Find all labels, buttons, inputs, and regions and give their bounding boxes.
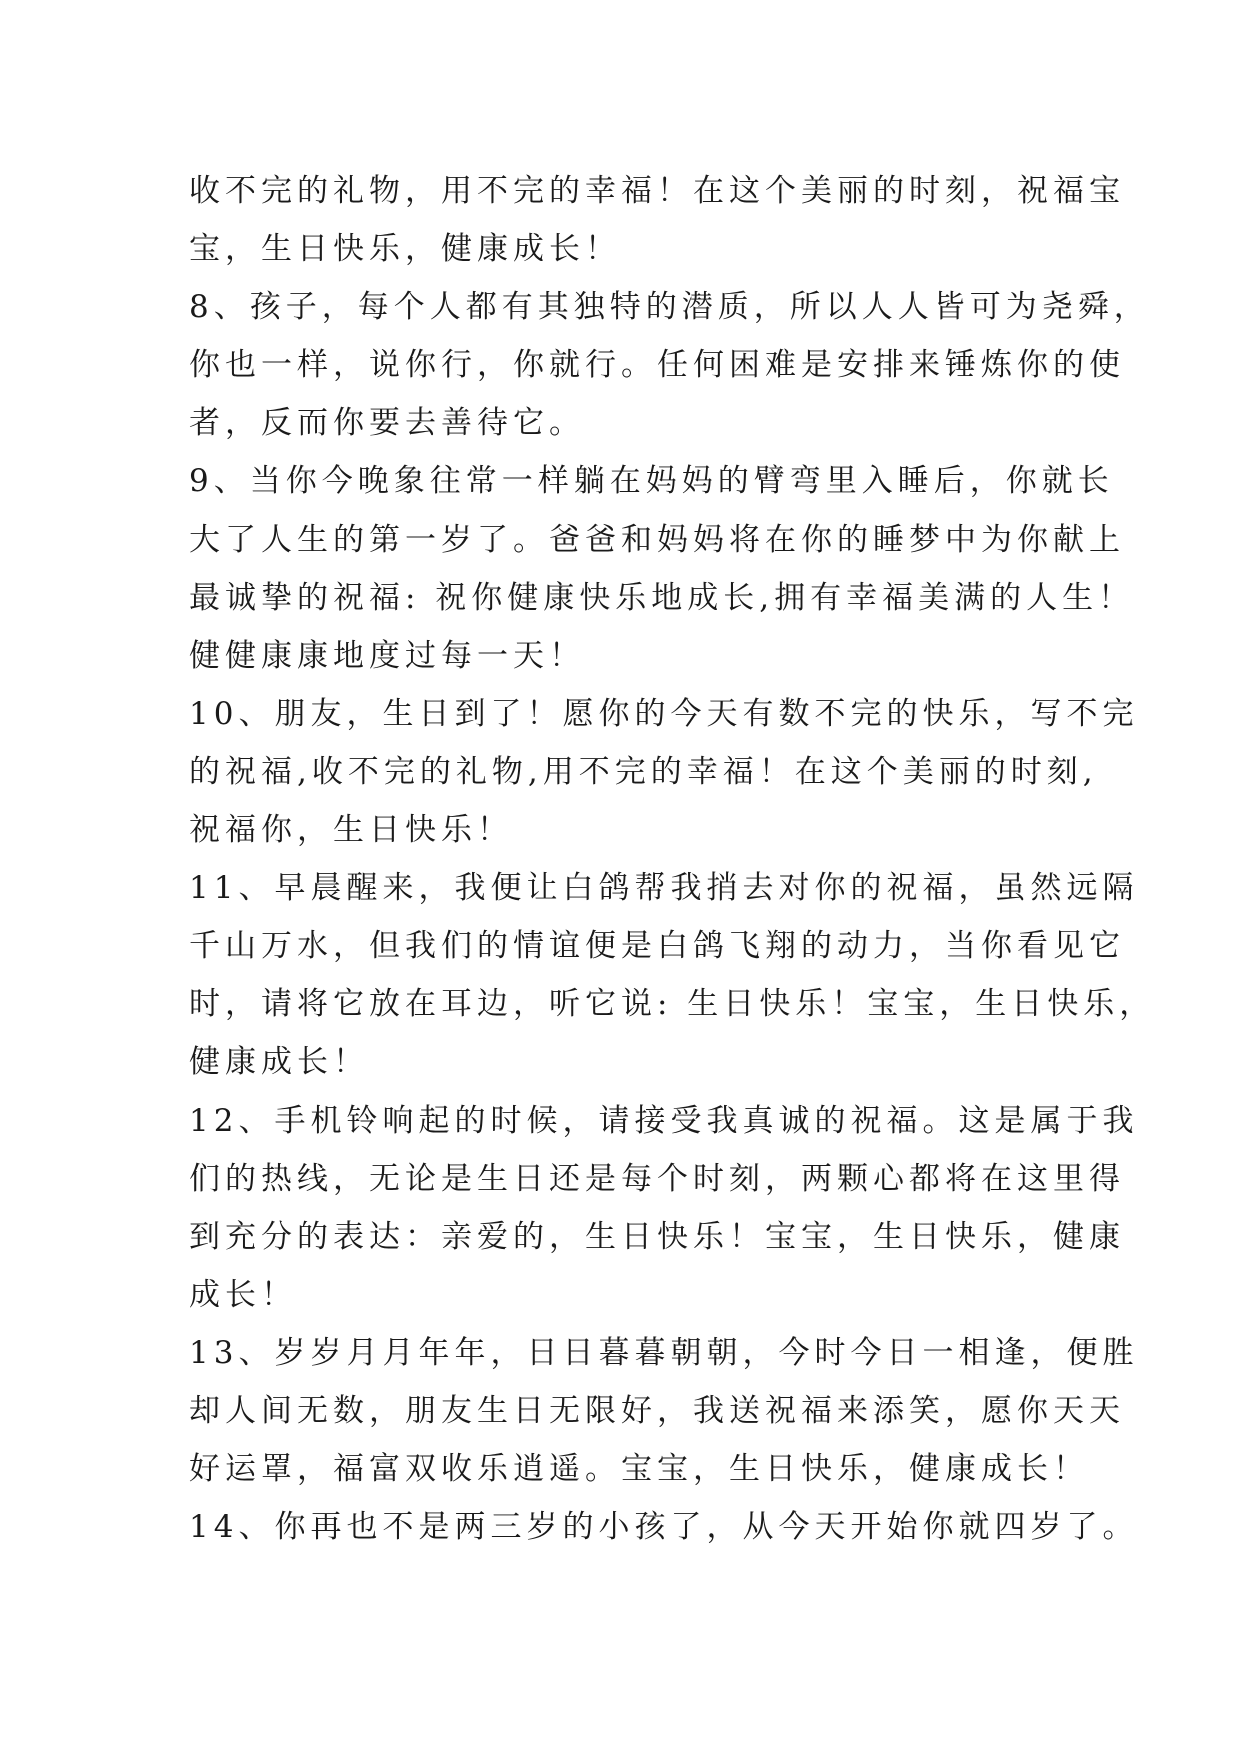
text-line: 大了人生的第一岁了。爸爸和妈妈将在你的睡梦中为你献上 xyxy=(189,521,1125,558)
text-line: 最诚挚的祝福: 祝你健康快乐地成长,拥有幸福美满的人生！ xyxy=(189,579,1135,616)
text-line: 11、早晨醒来，我便让白鸽帮我捎去对你的祝福，虽然远隔 xyxy=(189,870,1139,907)
text-line: 者，反而你要去善待它。 xyxy=(189,405,585,442)
body-text xyxy=(189,162,1156,1556)
text-line: 14、你再也不是两三岁的小孩了，从今天开始你就四岁了。 xyxy=(189,1509,1139,1546)
text-line: 千山万水，但我们的情谊便是白鸽飞翔的动力，当你看见它 xyxy=(189,928,1125,965)
text-line: 9、当你今晚象往常一样躺在妈妈的臂弯里入睡后，你就长 xyxy=(189,463,1114,500)
text-line: 们的热线，无论是生日还是每个时刻，两颗心都将在这里得 xyxy=(189,1160,1125,1197)
text-line: 的祝福,收不完的礼物,用不完的幸福！在这个美丽的时刻, xyxy=(189,753,1098,790)
text-line: 13、岁岁月月年年，日日暮暮朝朝，今时今日一相逢，便胜 xyxy=(189,1334,1139,1371)
text-line: 健康成长！ xyxy=(189,1044,369,1081)
text-line: 8、孩子，每个人都有其独特的潜质，所以人人皆可为尧舜， xyxy=(189,289,1150,326)
text-line: 收不完的礼物，用不完的幸福！在这个美丽的时刻，祝福宝 xyxy=(189,173,1125,209)
text-line: 宝，生日快乐，健康成长！ xyxy=(189,231,621,268)
text-line: 祝福你，生日快乐！ xyxy=(189,812,513,849)
text-line: 你也一样，说你行，你就行。任何困难是安排来锤炼你的使 xyxy=(189,347,1125,384)
text-line: 却人间无数，朋友生日无限好，我送祝福来添笑，愿你天天 xyxy=(189,1392,1125,1429)
text-line: 10、朋友，生日到了！愿你的今天有数不完的快乐，写不完 xyxy=(189,695,1139,732)
text-line: 到充分的表达：亲爱的，生日快乐！宝宝，生日快乐，健康 xyxy=(189,1218,1125,1255)
text-line: 好运罩，福富双收乐逍遥。宝宝，生日快乐，健康成长！ xyxy=(189,1451,1089,1488)
text-line: 12、手机铃响起的时候，请接受我真诚的祝福。这是属于我 xyxy=(189,1102,1139,1139)
text-line: 时，请将它放在耳边，听它说: 生日快乐！宝宝，生日快乐， xyxy=(189,986,1156,1023)
text-line: 健健康康地度过每一天！ xyxy=(189,637,585,674)
text-line: 成长！ xyxy=(189,1276,297,1313)
